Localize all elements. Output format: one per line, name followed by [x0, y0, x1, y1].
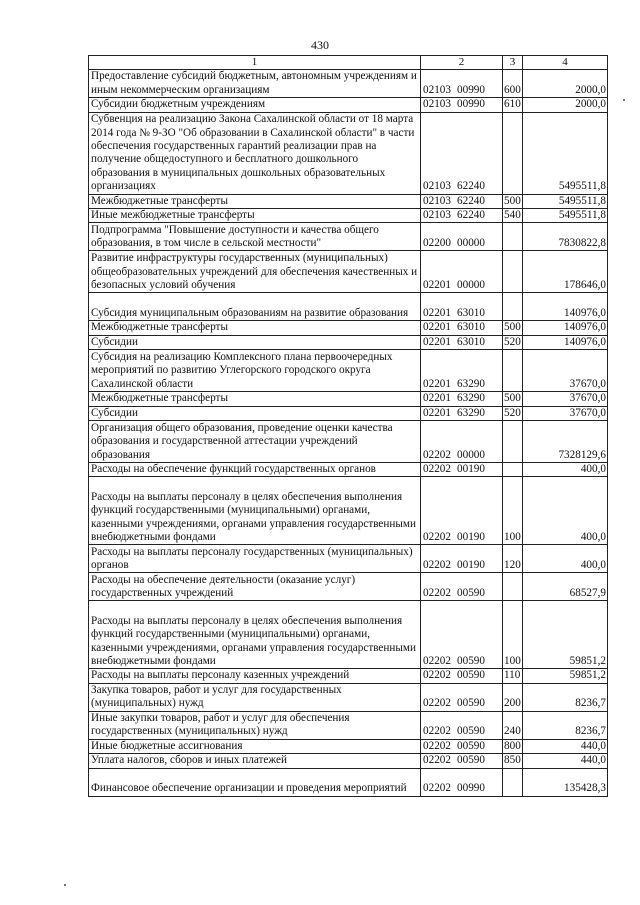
table-row — [89, 601, 608, 669]
amount-value: 37670,0 — [523, 406, 608, 420]
expense-name: Уплата налогов, сборов и иных платежей — [89, 754, 421, 768]
direction-code: 63010 — [457, 321, 485, 334]
expense-type-code: 100 — [503, 601, 523, 669]
expense-name: Иные бюджетные ассигнования — [89, 739, 421, 753]
target-article-code — [421, 251, 503, 293]
table-row — [89, 768, 608, 796]
expense-name: Расходы на обеспечение функций государственных органов — [89, 463, 421, 477]
expense-type-code: 500 — [504, 321, 521, 334]
target-article-code — [421, 711, 503, 739]
header-col-4: 4 — [523, 56, 608, 70]
amount-value: 5495511,8 — [523, 209, 608, 223]
program-code: 02201 — [423, 392, 451, 405]
header-col-1: 1 — [89, 56, 421, 70]
amount-value: 5495511,8 — [523, 194, 608, 208]
direction-code: 00590 — [457, 587, 485, 600]
direction-code: 63290 — [457, 377, 485, 390]
table-row — [89, 321, 608, 335]
table-row — [89, 70, 608, 98]
table-row — [89, 477, 608, 545]
expense-type-code: 610 — [504, 98, 521, 111]
amount-value: 440,0 — [523, 739, 608, 753]
expense-type-code: 520 — [504, 335, 521, 348]
program-code: 02103 — [423, 194, 451, 207]
amount-value: 37670,0 — [523, 350, 608, 392]
target-article-code — [421, 70, 503, 98]
expense-name: Организация общего образования, проведение оценки качества образования и государственной аттестации учреждений образования — [89, 421, 421, 463]
table-row — [89, 194, 608, 208]
table-row — [89, 251, 608, 293]
direction-code: 00990 — [457, 782, 485, 795]
budget-table — [88, 55, 608, 797]
table-header — [89, 56, 608, 70]
amount-value: 68527,9 — [523, 573, 608, 601]
amount-value: 400,0 — [523, 545, 608, 573]
expense-name: Иные межбюджетные трансферты — [89, 209, 421, 223]
target-article-code — [421, 545, 503, 573]
program-code: 02202 — [423, 587, 451, 600]
amount-value: 140976,0 — [523, 335, 608, 349]
page-number: 430 — [311, 38, 329, 52]
expense-type-code — [503, 293, 523, 321]
table-row — [89, 573, 608, 601]
target-article-code — [421, 98, 503, 112]
direction-code: 00000 — [457, 237, 485, 250]
expense-name: Субсидия на реализацию Комплексного плана первоочередных мероприятий по развитию Углегорского городского округа Сахалинской области — [89, 350, 421, 392]
header-col-2: 2 — [421, 56, 503, 70]
expense-type-code — [503, 223, 523, 251]
target-article-code — [421, 477, 503, 545]
amount-value: 37670,0 — [523, 392, 608, 406]
table-row — [89, 209, 608, 223]
target-article-code — [421, 421, 503, 463]
program-code: 02202 — [423, 725, 451, 738]
table-row — [89, 293, 608, 321]
table-row — [89, 335, 608, 349]
table-row — [89, 406, 608, 420]
target-article-code — [421, 463, 503, 477]
table-row — [89, 421, 608, 463]
table-row — [89, 98, 608, 112]
expense-name: Расходы на обеспечение деятельности (оказание услуг) государственных учреждений — [89, 573, 421, 601]
program-code: 02201 — [423, 307, 451, 320]
expense-type-code: 240 — [503, 711, 523, 739]
expense-name: Субсидии бюджетным учреждениям — [89, 98, 421, 112]
amount-value: 7328129,6 — [523, 421, 608, 463]
direction-code: 00190 — [457, 559, 485, 572]
target-article-code — [421, 601, 503, 669]
direction-code: 63010 — [457, 335, 485, 348]
program-code: 02103 — [423, 180, 451, 193]
program-code: 02202 — [423, 782, 451, 795]
program-code: 02202 — [423, 697, 451, 710]
direction-code: 63010 — [457, 307, 485, 320]
direction-code: 62240 — [457, 194, 485, 207]
expense-name: Субсидии — [89, 406, 421, 420]
expense-type-code — [503, 768, 523, 796]
expense-name: Субсидии — [89, 335, 421, 349]
direction-code: 62240 — [457, 180, 485, 193]
direction-code: 63290 — [457, 392, 485, 405]
amount-value: 400,0 — [523, 477, 608, 545]
target-article-code — [421, 223, 503, 251]
amount-value: 178646,0 — [523, 251, 608, 293]
program-code: 02202 — [423, 463, 451, 476]
program-code: 02201 — [423, 406, 451, 419]
program-code: 02202 — [423, 669, 451, 682]
table-row — [89, 223, 608, 251]
program-code: 02201 — [423, 279, 451, 292]
direction-code: 00590 — [457, 754, 485, 767]
expense-name: Финансовое обеспечение организации и проведения мероприятий — [89, 768, 421, 796]
expense-type-code: 200 — [503, 683, 523, 711]
table-row — [89, 754, 608, 768]
direction-code: 00190 — [457, 463, 485, 476]
expense-type-code — [503, 463, 523, 477]
expense-type-code — [503, 251, 523, 293]
program-code: 02200 — [423, 237, 451, 250]
program-code: 02201 — [423, 377, 451, 390]
table-row — [89, 711, 608, 739]
expense-type-code: 500 — [504, 392, 521, 405]
expense-type-code: 850 — [504, 754, 521, 767]
expense-name: Межбюджетные трансферты — [89, 392, 421, 406]
target-article-code — [421, 754, 503, 768]
expense-type-code: 520 — [504, 406, 521, 419]
direction-code: 62240 — [457, 209, 485, 222]
expense-name: Подпрограмма "Повышение доступности и качества общего образования, в том числе в сельской местности" — [89, 223, 421, 251]
amount-value: 8236,7 — [523, 683, 608, 711]
program-code: 02103 — [423, 209, 451, 222]
direction-code: 00000 — [457, 279, 485, 292]
target-article-code — [421, 573, 503, 601]
direction-code: 00590 — [457, 725, 485, 738]
target-article-code — [421, 209, 503, 223]
target-article-code — [421, 350, 503, 392]
target-article-code — [421, 392, 503, 406]
program-code: 02202 — [423, 655, 451, 668]
target-article-code — [421, 739, 503, 753]
table-row — [89, 545, 608, 573]
expense-type-code — [503, 350, 523, 392]
program-code: 02201 — [423, 335, 451, 348]
amount-value: 2000,0 — [523, 70, 608, 98]
expense-type-code: 540 — [504, 209, 521, 222]
program-code: 02202 — [423, 448, 451, 461]
target-article-code — [421, 406, 503, 420]
table-row — [89, 392, 608, 406]
expense-type-code: 800 — [504, 739, 521, 752]
expense-name: Межбюджетные трансферты — [89, 194, 421, 208]
table-body — [89, 70, 608, 796]
table-row — [89, 350, 608, 392]
scan-speck — [64, 884, 66, 886]
direction-code: 00590 — [457, 739, 485, 752]
target-article-code — [421, 112, 503, 194]
expense-type-code: 110 — [503, 669, 523, 683]
expense-type-code: 600 — [503, 70, 523, 98]
amount-value: 140976,0 — [523, 321, 608, 335]
amount-value: 7830822,8 — [523, 223, 608, 251]
expense-name: Закупка товаров, работ и услуг для государственных (муниципальных) нужд — [89, 683, 421, 711]
target-article-code — [421, 335, 503, 349]
target-article-code — [421, 194, 503, 208]
amount-value: 8236,7 — [523, 711, 608, 739]
direction-code: 00990 — [457, 83, 485, 96]
expense-name: Развитие инфраструктуры государственных (муниципальных) общеобразовательных учреждений для обеспечения качественных и безопасных условий обучения — [89, 251, 421, 293]
expense-type-code — [503, 112, 523, 194]
target-article-code — [421, 321, 503, 335]
expense-type-code: 500 — [504, 194, 521, 207]
program-code: 02201 — [423, 321, 451, 334]
expense-type-code: 120 — [503, 545, 523, 573]
expense-name: Иные закупки товаров, работ и услуг для обеспечения государственных (муниципальных) нужд — [89, 711, 421, 739]
program-code: 02202 — [423, 531, 451, 544]
expense-name: Предоставление субсидий бюджетным, автономным учреждениям и иным некоммерческим организациям — [89, 70, 421, 98]
direction-code: 00590 — [457, 655, 485, 668]
direction-code: 00990 — [457, 98, 485, 111]
expense-type-code: 100 — [503, 477, 523, 545]
amount-value: 135428,3 — [523, 768, 608, 796]
scan-speck — [623, 99, 625, 101]
direction-code: 00190 — [457, 531, 485, 544]
expense-type-code — [503, 421, 523, 463]
amount-value: 140976,0 — [523, 293, 608, 321]
table-row — [89, 669, 608, 683]
amount-value: 59851,2 — [523, 669, 608, 683]
expense-name: Межбюджетные трансферты — [89, 321, 421, 335]
expense-type-code — [503, 573, 523, 601]
direction-code: 00000 — [457, 448, 485, 461]
direction-code: 00590 — [457, 669, 485, 682]
table-row — [89, 112, 608, 194]
expense-name: Расходы на выплаты персоналу в целях обеспечения выполнения функций государственными (муниципальными) органами, казенными учреждениями, органами управления государственными внебюджетными фондами — [89, 477, 421, 545]
direction-code: 63290 — [457, 406, 485, 419]
program-code: 02202 — [423, 739, 451, 752]
expense-name: Субвенция на реализацию Закона Сахалинской области от 18 марта 2014 года № 9-ЗО "Об образовании в Сахалинской области" в части обеспечения государственных гарантий реализации прав на получение общедоступного и бесплатного дошкольного образования в муниципальных дошкольных образовательных организациях — [89, 112, 421, 194]
amount-value: 2000,0 — [523, 98, 608, 112]
table-row — [89, 739, 608, 753]
direction-code: 00590 — [457, 697, 485, 710]
header-col-3: 3 — [503, 56, 523, 70]
program-code: 02103 — [423, 98, 451, 111]
program-code: 02202 — [423, 754, 451, 767]
table-row — [89, 463, 608, 477]
target-article-code — [421, 293, 503, 321]
program-code: 02202 — [423, 559, 451, 572]
table-row — [89, 683, 608, 711]
expense-name: Расходы на выплаты персоналу государственных (муниципальных) органов — [89, 545, 421, 573]
expense-name: Расходы на выплаты персоналу казенных учреждений — [89, 669, 421, 683]
expense-name: Расходы на выплаты персоналу в целях обеспечения выполнения функций государственными (муниципальными) органами, казенными учреждениями, органами управления государственными внебюджетными фондами — [89, 601, 421, 669]
target-article-code — [421, 669, 503, 683]
target-article-code — [421, 683, 503, 711]
amount-value: 440,0 — [523, 754, 608, 768]
amount-value: 59851,2 — [523, 601, 608, 669]
amount-value: 5495511,8 — [523, 112, 608, 194]
expense-name: Субсидия муниципальным образованиям на развитие образования — [89, 293, 421, 321]
target-article-code — [421, 768, 503, 796]
amount-value: 400,0 — [523, 463, 608, 477]
program-code: 02103 — [423, 83, 451, 96]
